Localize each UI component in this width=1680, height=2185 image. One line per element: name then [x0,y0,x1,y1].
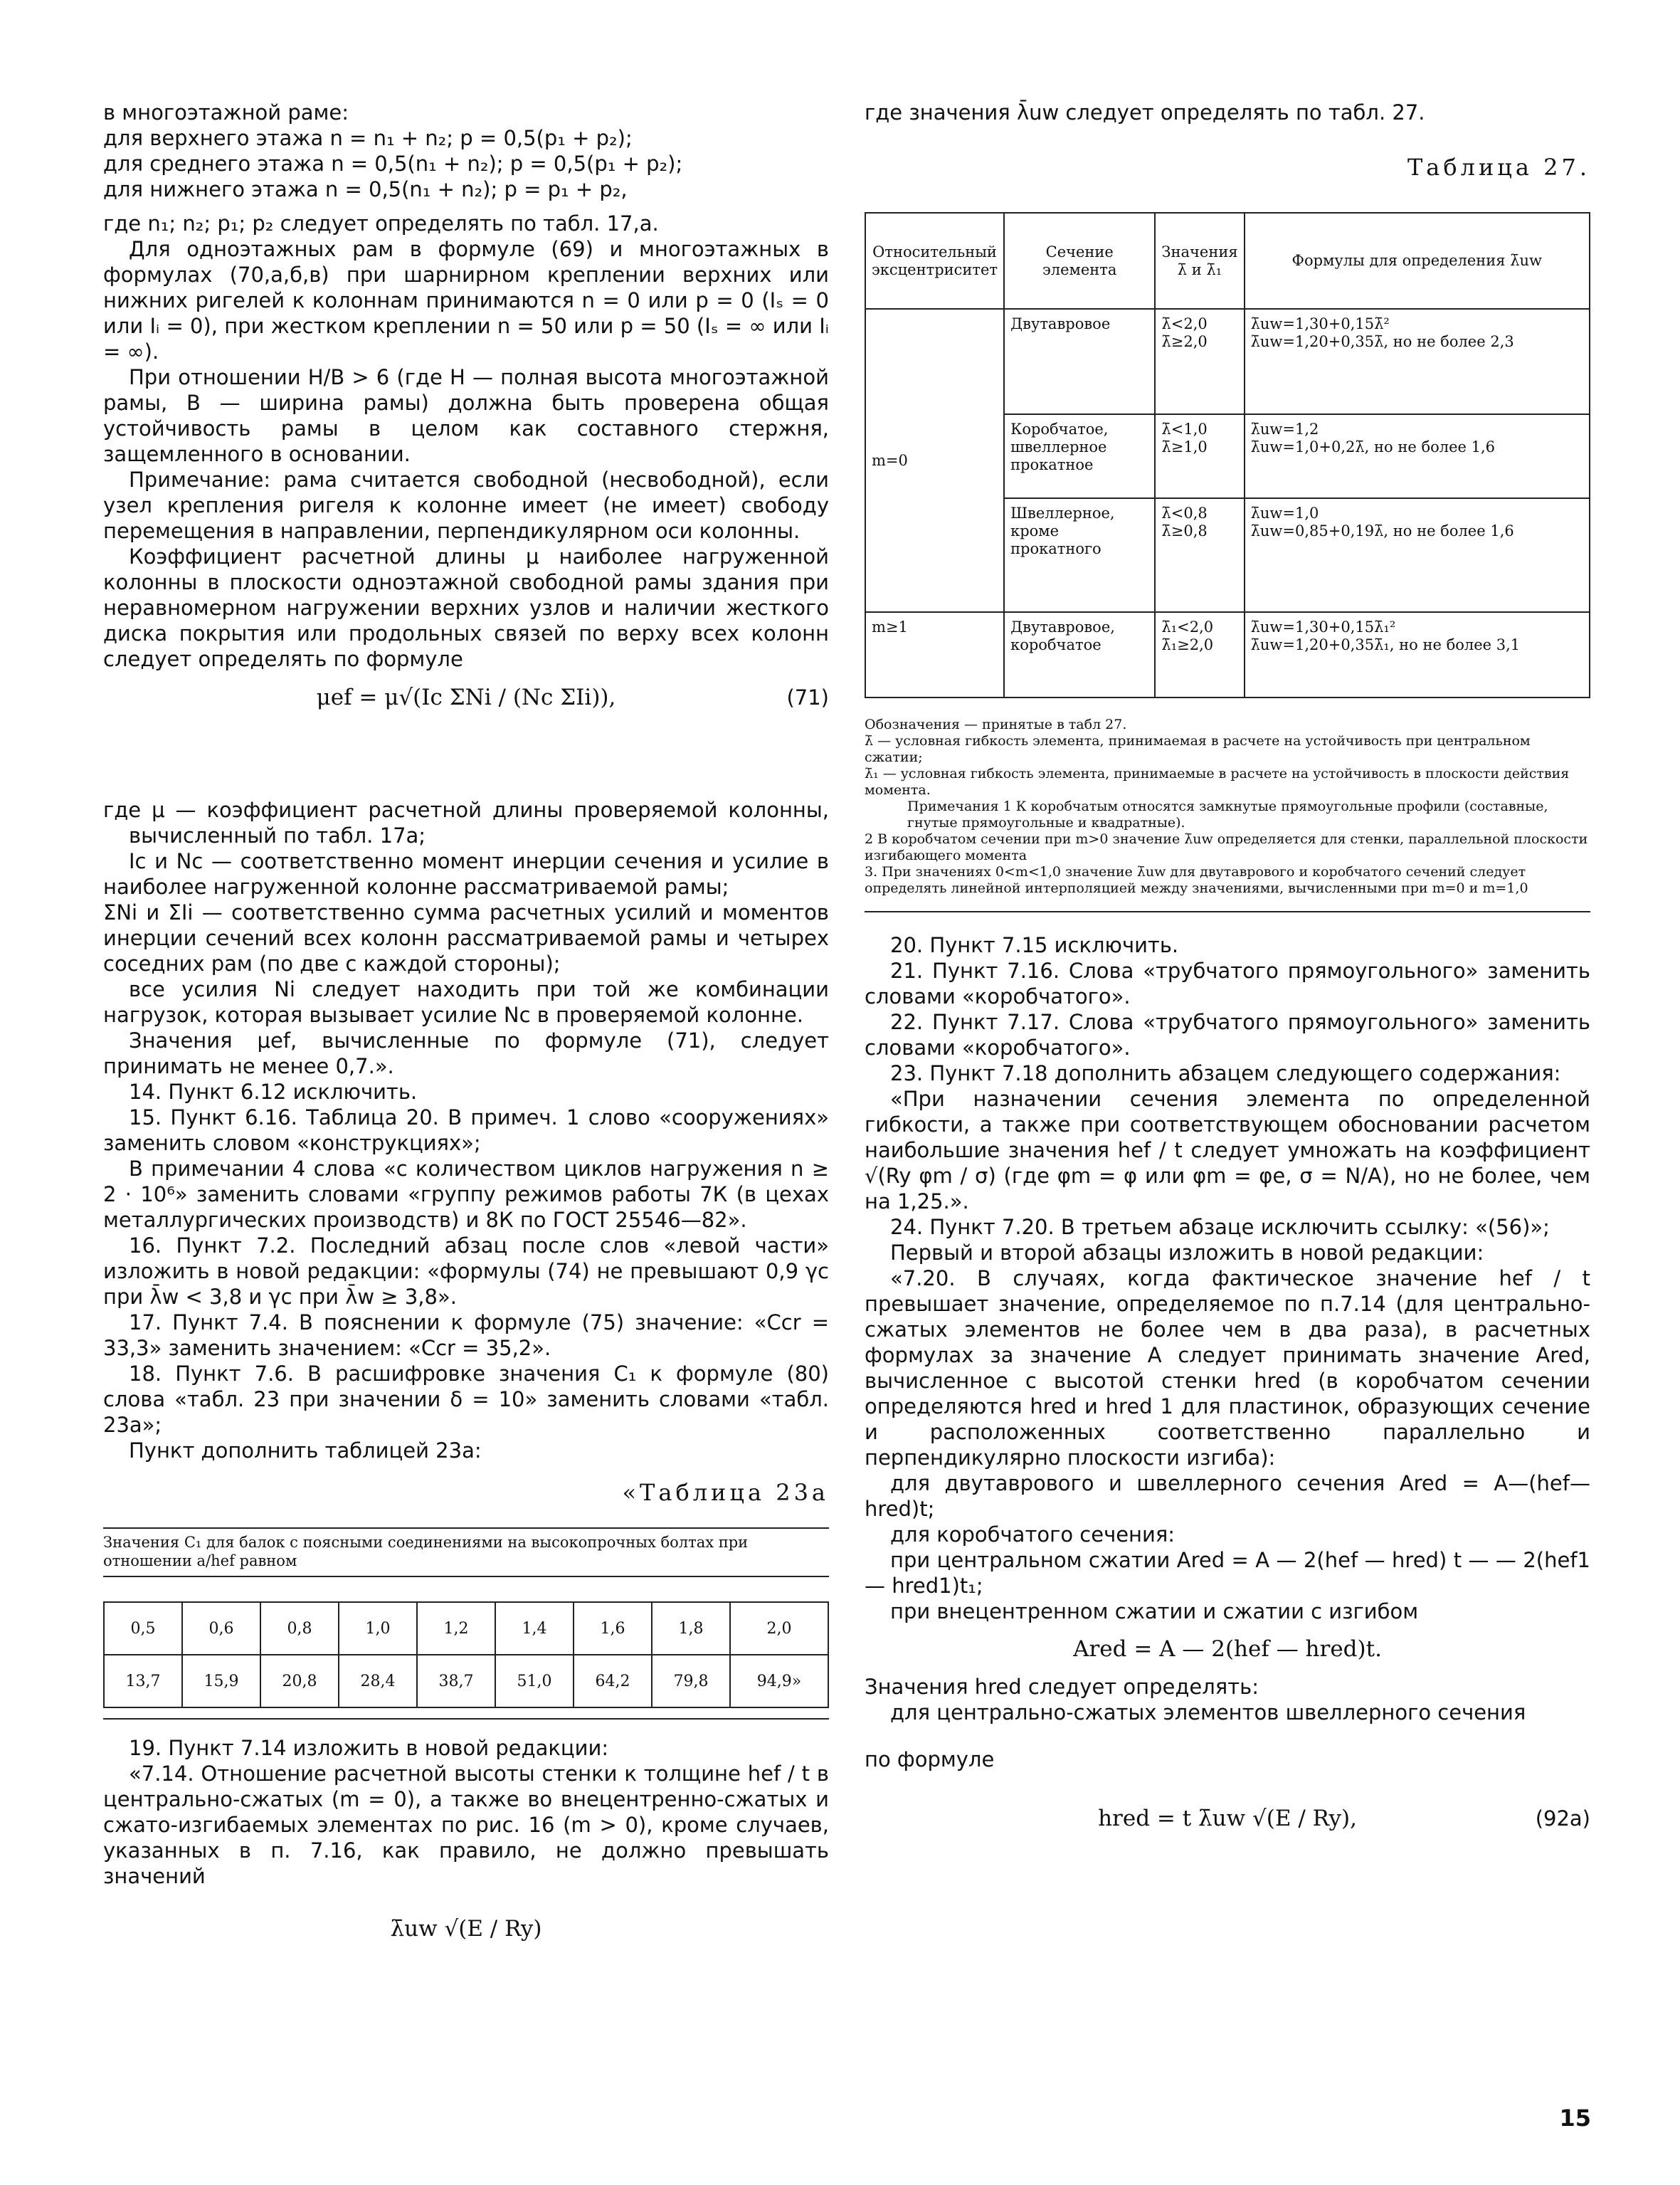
table-cell: 0,8 [260,1602,339,1655]
table-cell: λ̄<1,0 λ̄≥1,0 [1155,414,1244,498]
table-cell: 64,2 [574,1655,652,1707]
table-cell: 1,6 [574,1602,652,1655]
table-row [104,1602,828,1655]
table-header: Сечение элемента [1004,213,1155,309]
paragraph: для двутаврового и швеллерного сечения Ared = A—(hef—hred)t; [865,1471,1590,1521]
table-cell: 0,5 [104,1602,182,1655]
table-cell: 38,7 [417,1655,495,1707]
item-19: 19. Пункт 7.14 изложить в новой редакции: [129,1736,609,1760]
formula-71 [103,676,829,719]
table-cell: λ̄<2,0 λ̄≥2,0 [1155,309,1244,414]
table-cell-eccentricity: m≥1 [865,612,1004,697]
table-cell: 51,0 [495,1655,574,1707]
table-cell: λ̄uw=1,2 λ̄uw=1,0+0,2λ̄, но не более 1,6 [1245,414,1590,498]
formula-expression: Ared = A — 2(hef — hred)t. [1073,1636,1382,1662]
table-27-title: Таблица 27. [1407,154,1590,181]
definition: Ic и Nc — соответственно момент инерции сечения и усилие в наиболее нагруженной колонне рассматриваемой рамы; [103,849,829,899]
paragraph: для центрально-сжатых элементов швеллерного сечения [890,1700,1526,1725]
item-21: 21. Пункт 7.16. Слова «трубчатого прямоугольного» заменить словами «коробчатого». [865,959,1590,1009]
table-cell: 20,8 [260,1655,339,1707]
table-cell: 79,8 [652,1655,730,1707]
item-15: 15. Пункт 6.16. Таблица 20. В примеч. 1 слово «сооружениях» заменить словом «конструкциях»; [103,1105,829,1155]
paragraph: «7.20. В случаях, когда фактическое значение hef / t превышает значение, определяемое по п.7.14 (для центрально-сжатых элементов не более чем в два раза), в расчетных формулах за значение A следует принимать значение Ared, вычисленное с высотой стенки hred (в коробчатом сечении определяются hred и hred 1 для пластинок, образующих сечение и расположенных соответственно параллельно и перпендикулярно плоскости изгиба): [865,1266,1590,1470]
table-27 [865,212,1590,698]
table-cell: Швеллерное, кроме прокатного [1004,498,1155,612]
paragraph: для коробчатого сечения: [890,1522,1176,1547]
formula-92a-expression: hred = t λ̄uw √(E / Ry), [1098,1806,1357,1831]
item-17: 17. Пункт 7.4. В пояснении к формуле (75) значение: «Ccr = 33,3» заменить значением: «Ccr = 35,2». [103,1310,829,1360]
table-cell: Двутавровое, коробчатое [1004,612,1155,697]
item-18: 18. Пункт 7.6. В расшифровке значения C₁ к формуле (80) слова «табл. 23 при значении δ = 10» заменить словами «табл. 23а»; [103,1362,829,1437]
divider [103,1718,829,1720]
table-23a-caption: Значения C₁ для балок с поясными соединениями на высокопрочных болтах при отношении a/hef равном [103,1527,829,1577]
paragraph: Значения hred следует определять: [865,1675,1259,1699]
paragraph: Пункт дополнить таблицей 23а: [129,1438,482,1463]
item-20: 20. Пункт 7.15 исключить. [890,933,1179,957]
table-cell: 1,8 [652,1602,730,1655]
paragraph: при центральном сжатии Ared = A — 2(hef — hred) t — — 2(hef1 — hred1)t₁; [865,1548,1590,1598]
table-cell: Двутавровое [1004,309,1155,414]
divider [865,911,1590,912]
note-paragraph: Примечание: рама считается свободной (несвободной), если узел крепления ригеля к колонне имеет (не имеет) свободу перемещения в направлении, перпендикулярном оси колонны. [103,468,829,543]
paragraph: Коэффициент расчетной длины μ наиболее нагруженной колонны в плоскости одноэтажной свободной рамы здания при неравномерном нагружении верхних узлов и наличии жесткого диска покрытия или продольных связей по верху всех колонн следует определять по формуле [103,544,829,671]
table-cell: 1,2 [417,1602,495,1655]
table-cell: λ̄₁<2,0 λ̄₁≥2,0 [1155,612,1244,697]
item-22: 22. Пункт 7.17. Слова «трубчатого прямоугольного» заменить словами «коробчатого». [865,1010,1590,1060]
formula-ared [865,1624,1590,1674]
paragraph: где значения λ̄uw следует определять по табл. 27. [865,100,1425,125]
formula-lambda-uw [103,1900,829,1957]
table-cell: Коробчатое, швеллерное прокатное [1004,414,1155,498]
paragraph: для нижнего этажа n = 0,5(n₁ + n₂); p = p₁ + p₂, [103,177,628,201]
table-row [865,612,1590,697]
table-23a-title: «Таблица 23а [622,1479,829,1506]
item-24: 24. Пункт 7.20. В третьем абзаце исключить ссылку: «(56)»; [890,1215,1550,1239]
table-header: Значения λ̄ и λ̄₁ [1155,213,1244,309]
table-header: Формулы для определения λ̄uw [1245,213,1590,309]
note-line: Примечания 1 К коробчатым относятся замкнутые прямоугольные профили (составные, гнутые прямоугольные и квадратные). [907,799,1548,831]
definition: где μ — коэффициент расчетной длины проверяемой колонны, вычисленный по табл. 17а; [103,798,829,848]
paragraph: При отношении H/B > 6 (где H — полная высота многоэтажной рамы, B — ширина рамы) должна быть проверена общая устойчивость рамы в целом как составного стержня, защемленного в основании. [103,365,829,466]
item-14: 14. Пункт 6.12 исключить. [129,1080,418,1104]
formula-71-expression: μef = μ√(Ic ΣNi / (Nc ΣIi)), [316,685,616,710]
paragraph: В примечании 4 слова «с количеством циклов нагружения n ≥ 2 · 10⁶» заменить словами «группу режимов работы 7К (в цехах металлургических производств) и 8К по ГОСТ 25546—82». [103,1157,829,1232]
formula-92a [865,1794,1590,1843]
table-27-notes [865,717,1590,897]
table-cell: 28,4 [339,1655,417,1707]
paragraph: Первый и второй абзацы изложить в новой редакции: [890,1241,1484,1265]
table-cell-eccentricity: m=0 [865,309,1004,612]
formula-92a-number: (92а) [1535,1806,1590,1831]
paragraph: «При назначении сечения элемента по определенной гибкости, а также при соответствующем обосновании расчетом наибольшие значения hef / t следует умножать на коэффициент √(Ry φm / σ) (где φm = φ или φm = φe, σ = N/A), но не более, чем на 1,25.». [865,1087,1590,1213]
paragraph: где n₁; n₂; p₁; p₂ следует определять по табл. 17,а. [103,211,659,236]
table-23a [103,1601,829,1708]
table-header: Относительный эксцентриситет [865,213,1004,309]
paragraph: при внецентренном сжатии и сжатии с изгибом [890,1599,1419,1623]
item-16: 16. Пункт 7.2. Последний абзац после слов «левой части» изложить в новой редакции: «формулы (74) не превышают 0,9 γc при λ̄w < 3,8 и γc при λ̄w ≥ 3,8». [103,1233,829,1309]
table-cell: 2,0 [730,1602,828,1655]
note-line: 3. При значениях 0<m<1,0 значение λ̄uw для двутаврового и коробчатого сечений следует определять линейной интерполяцией между значениями, вычисленными при m=0 и m=1,0 [865,864,1528,896]
table-cell: λ̄<0,8 λ̄≥0,8 [1155,498,1244,612]
paragraph: все усилия Ni следует находить при той же комбинации нагрузок, которая вызывает усилие Nc в проверяемой колонне. [103,977,829,1027]
paragraph: «7.14. Отношение расчетной высоты стенки к толщине hef / t в центрально-сжатых (m = 0), а также во внецентренно-сжатых и сжато-изгибаемых элементах по рис. 16 (m > 0), кроме случаев, указанных в п. 7.16, как правило, не должно превышать значений [103,1762,829,1888]
note-line: Обозначения — принятые в табл 27. [865,717,1127,732]
table-cell: λ̄uw=1,30+0,15λ̄² λ̄uw=1,20+0,35λ̄, но не более 2,3 [1245,309,1590,414]
table-cell: 94,9» [730,1655,828,1707]
table-header-row [865,213,1590,309]
table-cell: 13,7 [104,1655,182,1707]
item-23: 23. Пункт 7.18 дополнить абзацем следующего содержания: [890,1061,1561,1085]
table-row [865,309,1590,414]
note-line: λ̄₁ — условная гибкость элемента, принимаемые в расчете на устойчивость в плоскости действия момента. [865,766,1570,798]
table-cell: 15,9 [182,1655,260,1707]
left-column [103,100,829,1957]
paragraph: в многоэтажной раме: [103,100,349,125]
table-row [104,1655,828,1707]
paragraph: Для одноэтажных рам в формуле (69) и многоэтажных в формулах (70,а,б,в) при шарнирном креплении верхних или нижних ригелей к колоннам принимаются n = 0 или p = 0 (Iₛ = 0 или Iᵢ = 0), при жестком креплении n = 50 или p = 50 (Iₛ = ∞ или Iᵢ = ∞). [103,237,829,364]
table-cell: 1,0 [339,1602,417,1655]
page-number: 15 [1559,2105,1591,2132]
table-cell: λ̄uw=1,0 λ̄uw=0,85+0,19λ̄, но не более 1,6 [1245,498,1590,612]
paragraph: по формуле [865,1747,995,1771]
paragraph: для среднего этажа n = 0,5(n₁ + n₂); p = 0,5(p₁ + p₂); [103,152,683,176]
table-cell: 1,4 [495,1602,574,1655]
formula-71-number: (71) [786,685,829,710]
table-cell: λ̄uw=1,30+0,15λ̄₁² λ̄uw=1,20+0,35λ̄₁, но не более 3,1 [1245,612,1590,697]
definition: ΣNi и ΣIi — соответственно сумма расчетных усилий и моментов инерции сечений всех колонн рассматриваемой рамы и четырех соседних рам (по две с каждой стороны); [103,900,829,976]
paragraph: Значения μef, вычисленные по формуле (71), следует принимать не менее 0,7.». [103,1028,829,1078]
note-line: λ̄ — условная гибкость элемента, принимаемая в расчете на устойчивость при центральном сжатии; [865,733,1531,765]
note-line: 2 В коробчатом сечении при m>0 значение λ̄uw определяется для стенки, параллельной плоскости изгибающего момента [865,831,1588,863]
table-cell: 0,6 [182,1602,260,1655]
formula-expression: λ̄uw √(E / Ry) [390,1916,542,1942]
paragraph: для верхнего этажа n = n₁ + n₂; p = 0,5(p₁ + p₂); [103,126,633,150]
right-column [865,100,1590,1843]
